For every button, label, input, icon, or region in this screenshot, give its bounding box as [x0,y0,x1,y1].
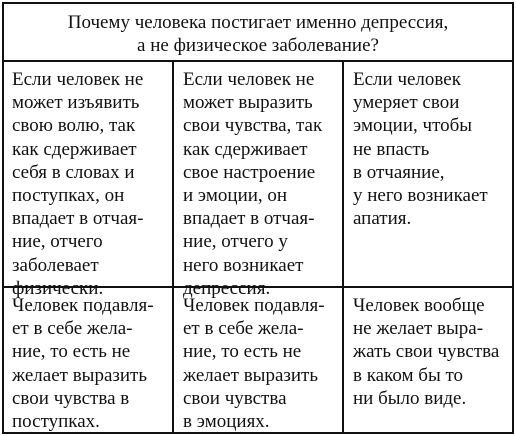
cell-line: него возникает [183,254,304,276]
cell-line: может выразить [183,92,313,114]
cell-row1-col3 [344,62,512,286]
cell-line: желает выразить [183,364,319,386]
cell-row2-col1 [4,288,174,432]
cell-line: ни было виде. [353,387,467,409]
cell-line: ние, отчего у [183,231,288,253]
comparison-table [2,2,514,434]
cell-line: ние, то есть не [12,341,131,363]
cell-line: Если человек не [12,69,144,90]
cell-line: свои чувства, так [183,115,323,137]
cell-line: и эмоции, он [183,185,288,207]
cell-line: ние, то есть не [183,341,302,363]
cell-line: эмоции, чтобы [353,115,473,137]
table-header [4,4,512,62]
cell-line: Если человек [353,69,461,90]
cell-line: ние, отчего [12,231,103,253]
cell-line: у него возникает [353,185,488,207]
cell-line: физически. [12,277,104,299]
cell-line: апатия. [353,208,412,230]
header-line-1: Почему человека постигает именно депрессия, [67,12,449,33]
cell-line: не впасть [353,138,430,160]
cell-line: свои чувства [183,387,287,409]
cell-line: может изъявить [12,92,140,114]
cell-line: в каком бы то [353,364,464,386]
header-line-2: а не физическое заболевание? [137,35,379,56]
cell-line: умеряет свои [353,92,460,114]
cell-line: поступках, он [12,185,125,207]
cell-line: в отчаяние, [353,161,445,183]
cell-line: заболевает [12,254,99,276]
cell-line: Человек подавля- [183,295,325,316]
cell-line: ет в себе жела- [12,318,133,340]
cell-line: ет в себе жела- [183,318,304,340]
cell-line: как сдерживает [12,138,137,160]
cell-line: впадает в отчая- [183,208,315,230]
cell-line: как сдерживает [183,138,308,160]
cell-row1-col1 [4,62,174,299]
cell-line: поступках. [12,411,100,433]
cell-line: желает выразить [12,364,148,386]
cell-line: свою волю, так [12,115,136,137]
cell-line: впадает в отчая- [12,208,144,230]
cell-line: себя в словах и [12,161,135,183]
cell-line: в эмоциях. [183,411,270,433]
cell-line: жать свои чувства [353,341,500,363]
table-row [4,62,512,299]
cell-line: Если человек не [183,69,315,90]
cell-line: депрессия. [183,277,271,299]
cell-row2-col2 [174,288,344,432]
cell-line: не желает выра- [353,318,484,340]
cell-row1-col2 [174,62,344,299]
table-row [4,288,512,432]
cell-line: свое настроение [183,161,316,183]
cell-line: Человек подавля- [12,295,154,316]
cell-line: Человек вообще [353,295,485,316]
cell-line: свои чувства в [12,387,130,409]
cell-row2-col3 [344,288,512,432]
